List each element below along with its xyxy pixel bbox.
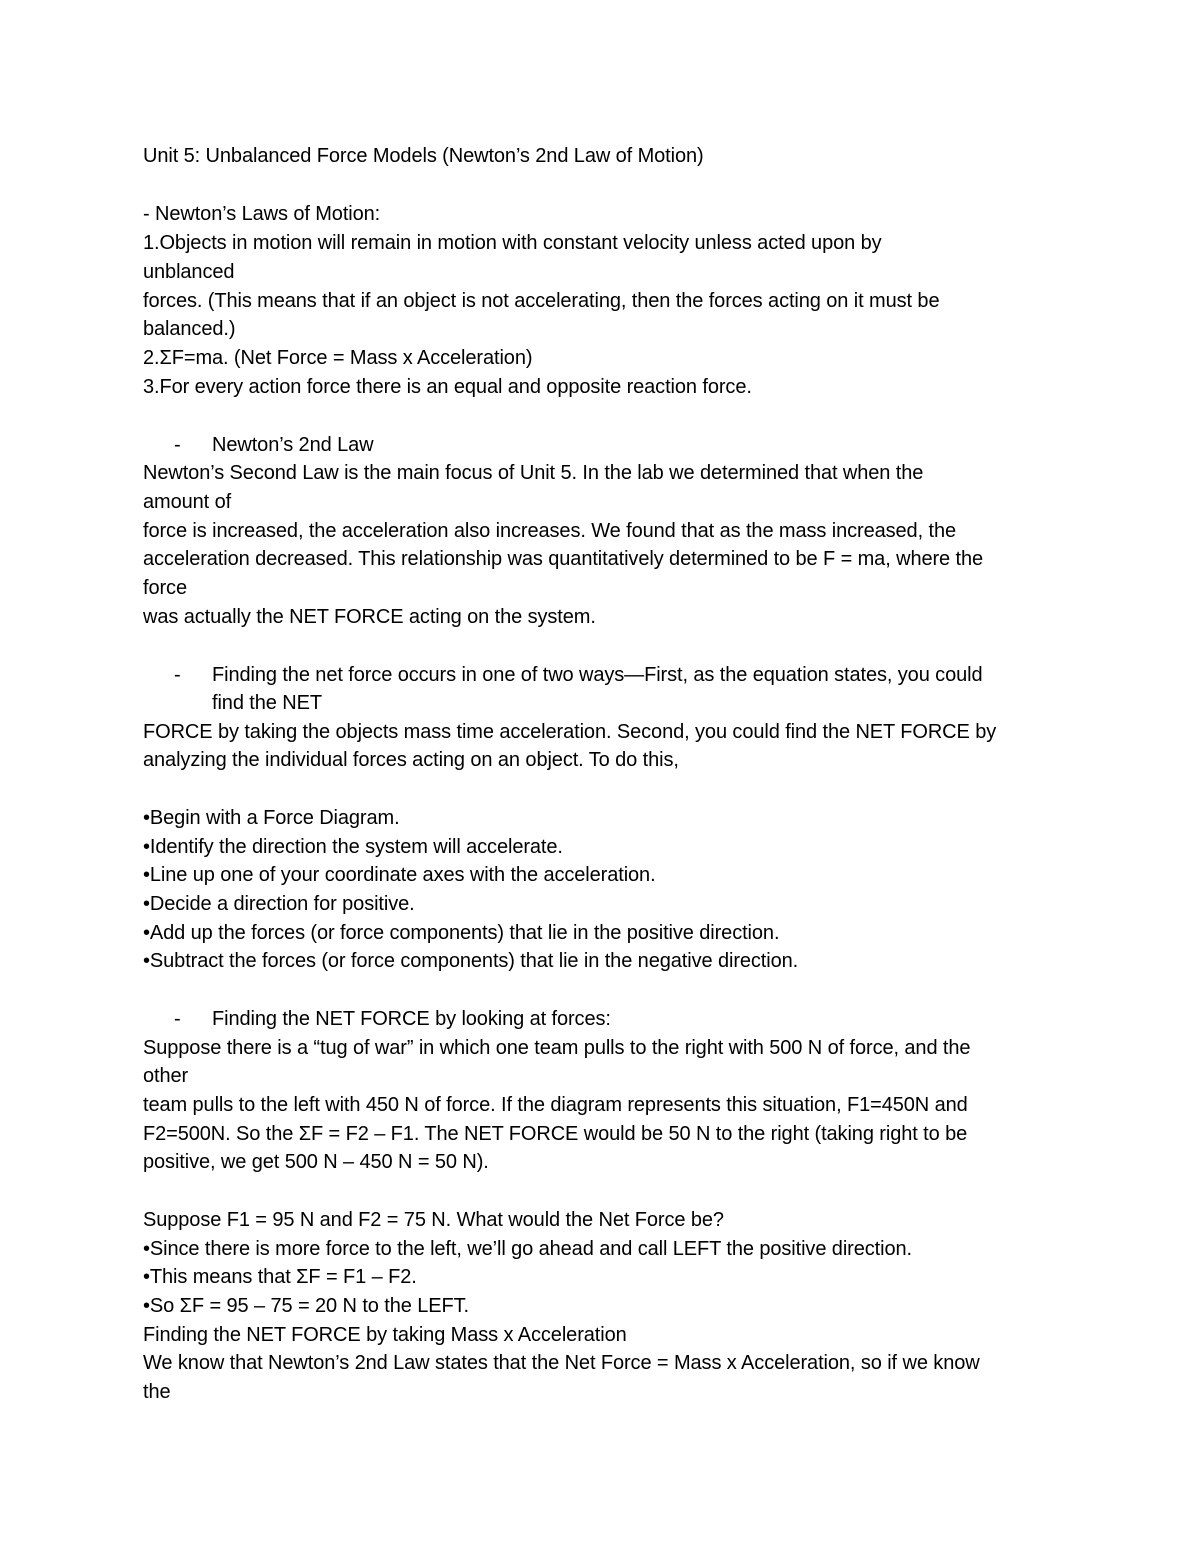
list-dash: - — [174, 664, 181, 686]
text-line: force — [143, 577, 187, 599]
text-line: amount of — [143, 491, 232, 513]
text-line: forces. (This means that if an object is not accelerating, then the forces acting on it must be — [143, 290, 940, 312]
net-force-heading-cont: find the NET — [212, 692, 322, 714]
example-line: •So ΣF = 95 – 75 = 20 N to the LEFT. — [143, 1295, 469, 1317]
second-law-heading: Newton’s 2nd Law — [212, 434, 374, 456]
list-dash: - — [174, 434, 181, 456]
text-line: 3.For every action force there is an equal and opposite reaction force. — [143, 376, 752, 398]
example-line: the — [143, 1381, 171, 1403]
bullet-item: •Begin with a Force Diagram. — [143, 807, 400, 829]
example-line: We know that Newton’s 2nd Law states that the Net Force = Mass x Acceleration, so if we know — [143, 1352, 980, 1374]
example-line: Finding the NET FORCE by taking Mass x Acceleration — [143, 1324, 627, 1346]
text-line: analyzing the individual forces acting on an object. To do this, — [143, 749, 679, 771]
net-force-heading: Finding the net force occurs in one of two ways—First, as the equation states, you could — [212, 664, 983, 686]
bullet-item: •Add up the forces (or force components) that lie in the positive direction. — [143, 922, 780, 944]
document-title: Unit 5: Unbalanced Force Models (Newton’s 2nd Law of Motion) — [143, 145, 704, 167]
example-line: •This means that ΣF = F1 – F2. — [143, 1266, 417, 1288]
text-line: acceleration decreased. This relationship was quantitatively determined to be F = ma, where the — [143, 548, 984, 570]
bullet-item: •Subtract the forces (or force components) that lie in the negative direction. — [143, 950, 799, 972]
example-line: Suppose F1 = 95 N and F2 = 75 N. What would the Net Force be? — [143, 1209, 724, 1231]
text-line: unblanced — [143, 261, 235, 283]
looking-at-forces-heading: Finding the NET FORCE by looking at forces: — [212, 1008, 611, 1030]
text-line: 2.ΣF=ma. (Net Force = Mass x Acceleration) — [143, 347, 533, 369]
text-line: balanced.) — [143, 318, 236, 340]
text-line: 1.Objects in motion will remain in motion with constant velocity unless acted upon by — [143, 232, 882, 254]
text-line: FORCE by taking the objects mass time acceleration. Second, you could find the NET FORCE by — [143, 721, 997, 743]
text-line: team pulls to the left with 450 N of force. If the diagram represents this situation, F1=450N and — [143, 1094, 968, 1116]
laws-heading: - Newton’s Laws of Motion: — [143, 203, 381, 225]
text-line: other — [143, 1065, 189, 1087]
text-line: Suppose there is a “tug of war” in which one team pulls to the right with 500 N of force, and the — [143, 1037, 971, 1059]
bullet-item: •Line up one of your coordinate axes with the acceleration. — [143, 864, 656, 886]
text-line: positive, we get 500 N – 450 N = 50 N). — [143, 1151, 489, 1173]
text-line: F2=500N. So the ΣF = F2 – F1. The NET FORCE would be 50 N to the right (taking right to be — [143, 1123, 968, 1145]
list-dash: - — [174, 1008, 181, 1030]
text-line: Newton’s Second Law is the main focus of Unit 5. In the lab we determined that when the — [143, 462, 924, 484]
example-line: •Since there is more force to the left, we’ll go ahead and call LEFT the positive direction. — [143, 1238, 912, 1260]
text-line: force is increased, the acceleration also increases. We found that as the mass increased, the — [143, 520, 956, 542]
text-line: was actually the NET FORCE acting on the system. — [143, 606, 596, 628]
bullet-item: •Identify the direction the system will accelerate. — [143, 836, 563, 858]
bullet-item: •Decide a direction for positive. — [143, 893, 415, 915]
